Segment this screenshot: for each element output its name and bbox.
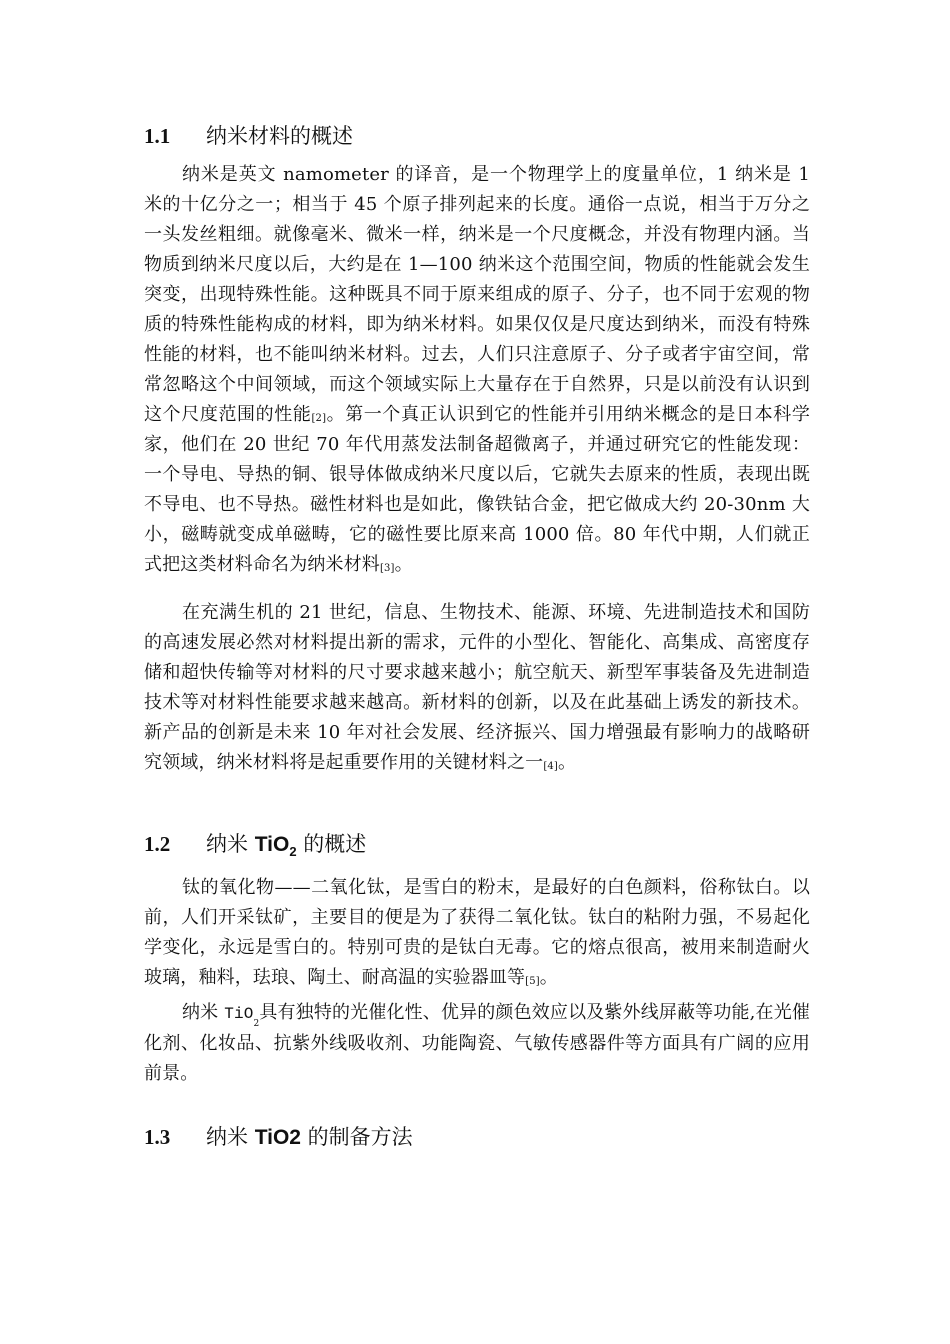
- section-heading-1-2: 1.2 纳米 TiO$_2$ 的概述: [144, 829, 366, 860]
- citation-ref[interactable]: [2]: [311, 413, 327, 424]
- section-title: 纳米材料的概述: [206, 124, 353, 148]
- citation-ref[interactable]: [3]: [379, 563, 395, 574]
- section-heading-1-3: 1.3 纳米 TiO2 的制备方法: [144, 1122, 413, 1153]
- citation-ref[interactable]: [5]: [525, 976, 540, 987]
- section-number: 1.2: [144, 832, 171, 856]
- paragraph-nano-tio2-applications: 纳米 TiO$_2$具有独特的光催化性、优异的颜色效应以及紫外线屏蔽等功能,在光催化剂、化妆品、抗紫外线吸收剂、功能陶瓷、气敏传感器件等方面具有广阔的应用前景。: [144, 1002, 810, 1084]
- paragraph-21st-century: 在充满生机的 21 世纪，信息、生物技术、能源、环境、先进制造技术和国防的高速发展必然对材料提出新的需求，元件的小型化、智能化、高集成、高密度存储和超快传输等对材料的尺寸要求越来越小；航空航天、新型军事装备及先进制造技术等对材料性能要求越来越高。新材料的创新，以及在此基础上诱发的新技术。新产品的创新是未来 10 年对社会发展、经济振兴、国力增强最有影响力的战略研究领域，纳米材料将是起重要作用的关键材料之一[4]。: [144, 602, 810, 773]
- paragraph-titanium-oxide: 钛的氧化物——二氧化钛，是雪白的粉末，是最好的白色颜料，俗称钛白。以前，人们开采钛矿，主要目的便是为了获得二氧化钛。钛白的粘附力强，不易起化学变化，永远是雪白的。特别可贵的是钛白无毒。它的熔点很高，被用来制造耐火玻璃，釉料，珐琅、陶土、耐高温的实验器皿等[5]。: [144, 877, 810, 988]
- section-heading-1-1: [144, 121, 353, 151]
- paragraph-nanometer-definition: 纳米是英文 namometer 的译音，是一个物理学上的度量单位，1 纳米是 1 米的十亿分之一；相当于 45 个原子排列起来的长度。通俗一点说，相当于万分之一头发丝粗细。就像毫米、微米一样，纳米是一个尺度概念，并没有物理内涵。当物质到纳米尺度以后，大约是在 1—100 纳米这个范围空间，物质的性能就会发生突变，出现特殊性能。这种既具不同于原来组成的原子、分子，也不同于宏观的物质的特殊性能构成的材料，即为纳米材料。如果仅仅是尺度达到纳米，而没有特殊性能的材料，也不能叫纳米材料。过去，人们只注意原子、分子或者宇宙空间，常常忽略这个中间领域，而这个领域实际上大量存在于自然界，只是以前没有认识到这个尺度范围的性能[2]。第一个真正认识到它的性能并引用纳米概念的是日本科学家，他们在 20 世纪 70 年代用蒸发法制备超微离子，并通过研究它的性能发现：一个导电、导热的铜、银导体做成纳米尺度以后，它就失去原来的性质，表现出既不导电、也不导热。磁性材料也是如此，像铁钴合金，把它做成大约 20-30nm 大小，磁畴就变成单磁畴，它的磁性要比原来高 1000 倍。80 年代中期，人们就正式把这类材料命名为纳米材料[3]。: [144, 164, 810, 575]
- citation-ref[interactable]: [4]: [543, 761, 558, 772]
- section-number: 1.1: [144, 124, 171, 148]
- section-number: 1.3: [144, 1125, 171, 1149]
